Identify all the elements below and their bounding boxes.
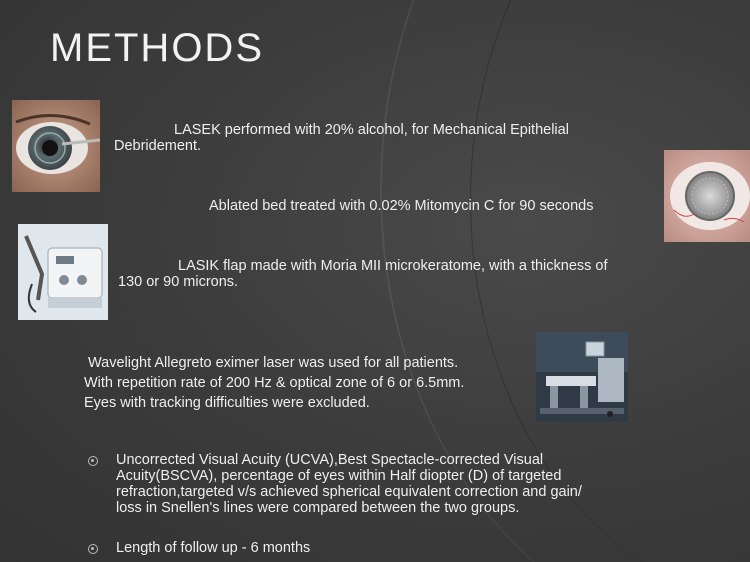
comparison-line-1: Uncorrected Visual Acuity (UCVA),Best Spectacle-corrected Visual xyxy=(116,452,544,468)
followup-line-1: Length of follow up - 6 months xyxy=(116,540,311,556)
comparison-line-4: loss in Snellen's lines were compared between the two groups. xyxy=(116,500,520,516)
mitomycin-text: Ablated bed treated with 0.02% Mitomycin C for 90 seconds xyxy=(209,198,594,214)
laser-line-3: Eyes with tracking difficulties were excluded. xyxy=(84,395,370,411)
slide-title: METHODS xyxy=(50,26,264,70)
laser-text xyxy=(84,353,534,413)
bullet-marker-icon xyxy=(88,544,98,554)
bullet-marker-icon xyxy=(88,456,98,466)
microkeratome-device-photo xyxy=(18,224,108,320)
laser-line-2: With repetition rate of 200 Hz & optical zone of 6 or 6.5mm. xyxy=(84,375,465,391)
lasek-text xyxy=(114,122,634,154)
eye-flap-photo xyxy=(664,150,750,242)
comparison-bullet xyxy=(116,452,676,516)
eye-lasek-photo xyxy=(12,100,100,192)
laser-line-1: Wavelight Allegreto eximer laser was used for all patients. xyxy=(88,355,459,371)
lasik-line-1: LASIK flap made with Moria MII microkeratome, with a thickness of xyxy=(178,258,608,274)
lasik-line-2: 130 or 90 microns. xyxy=(118,274,239,290)
comparison-line-3: refraction,targeted v/s achieved spherical equivalent correction and gain/ xyxy=(116,484,582,500)
comparison-line-2: Acuity(BSCVA), percentage of eyes within Half diopter (D) of targeted xyxy=(116,468,562,484)
lasek-line-1: LASEK performed with 20% alcohol, for Mechanical Epithelial xyxy=(174,122,569,138)
excimer-laser-system-photo xyxy=(536,332,628,422)
lasek-line-2: Debridement. xyxy=(114,138,202,154)
followup-bullet xyxy=(116,540,516,556)
lasik-text xyxy=(118,258,688,290)
